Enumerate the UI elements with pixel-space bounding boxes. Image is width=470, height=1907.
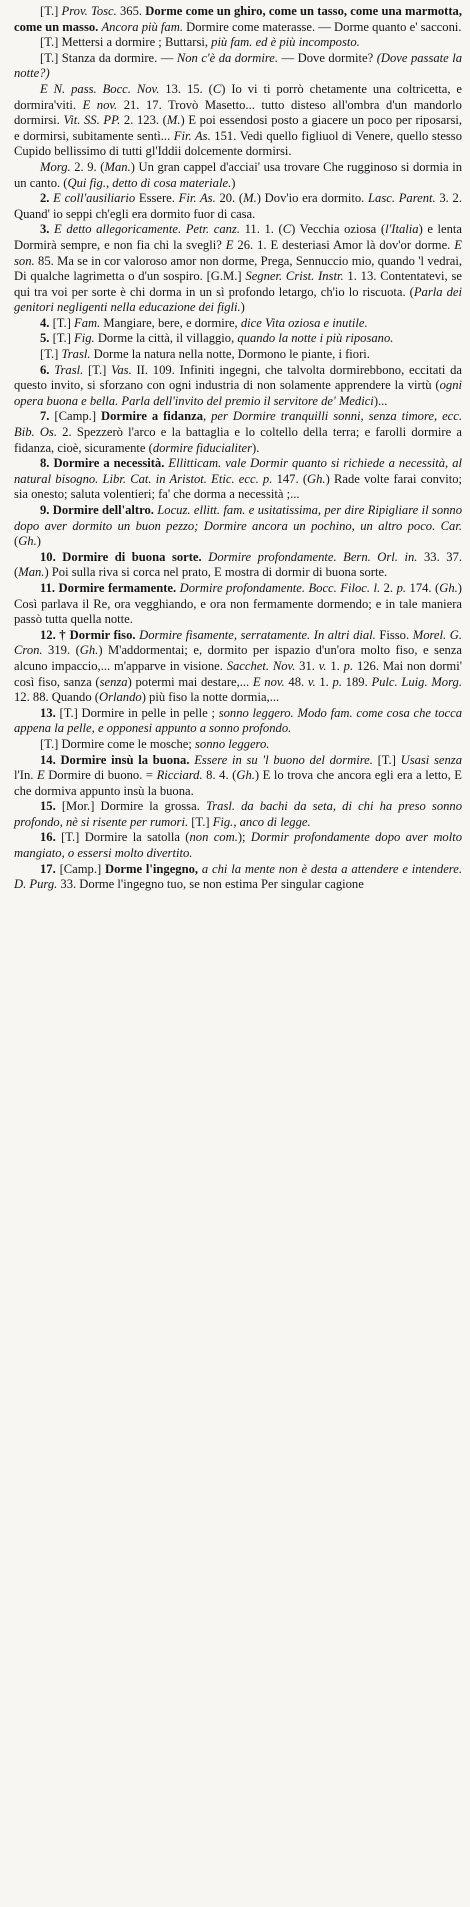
- italic-text: Qui fig., detto di cosa materiale.: [67, 175, 232, 190]
- italic-text: Fig., anco di legge.: [212, 814, 311, 829]
- text-run: (: [14, 534, 19, 549]
- entry-paragraph: [14, 222, 462, 316]
- text-run: 2. 9. (: [70, 159, 105, 174]
- text-run: 26. 1. E desteriasi Amor là dov'or dorme.: [233, 237, 455, 252]
- text-run: 85. Ma se in cor valoroso amor non dorme, Prega, Sennuccio mio, quando 'l vedrai, Di qualche lagrimetta o d'un sospiro. [G.M.]: [14, 253, 462, 284]
- text-run: [T.] Stanza da dormire. —: [40, 50, 177, 65]
- text-run: 33. 37. (: [14, 549, 463, 580]
- entry-paragraph: [14, 4, 462, 35]
- entry-paragraph: [14, 363, 462, 410]
- italic-text: C: [282, 222, 292, 237]
- italic-text: M.: [243, 191, 257, 206]
- text-run: 1.: [315, 674, 333, 689]
- italic-text: M.: [166, 113, 181, 128]
- italic-text: Segner. Crist. Instr.: [245, 269, 344, 284]
- italic-text: senza: [99, 674, 128, 689]
- text-run: 1. 13. Contentatevi, se qui tra voi per sorte è chi dorma in un sì profondo letargo, ch'io lo riscuota. (: [14, 269, 462, 299]
- italic-text: Vit. SS. PP.: [63, 113, 121, 128]
- italic-text: E nov.: [82, 97, 118, 112]
- italic-text: Morel. G. Cron.: [14, 627, 462, 658]
- text-run: ) E lo trova che ancora egli era a letto, E che dormiva appunto insù la buona.: [14, 768, 462, 798]
- italic-text: Gh.: [79, 643, 99, 658]
- entry-paragraph: [14, 51, 462, 82]
- text-run: [T.] Dormire in pelle in pelle ;: [59, 705, 219, 720]
- bold-text: 4.: [40, 315, 53, 330]
- italic-text: E: [225, 237, 234, 252]
- text-run: );: [237, 830, 251, 845]
- italic-text: Fir. As.: [178, 191, 216, 206]
- text-run: ).: [252, 440, 260, 455]
- text-run: 12. 88. Quando (: [14, 690, 99, 705]
- italic-text: Fir. As.: [173, 128, 211, 143]
- italic-text: Trasl. da bachi da seta, di chi ha preso sonno profondo, nè si risente per rumori.: [14, 799, 463, 829]
- text-run: Dorme la natura nella notte, Dormono le piante, i fiori.: [90, 347, 370, 362]
- entry-paragraph: [14, 753, 462, 800]
- bold-text: 15.: [40, 799, 62, 814]
- entry-paragraph: [14, 160, 462, 191]
- italic-text: Dormire profondamente. Bern. Orl. in.: [208, 549, 418, 564]
- text-run: 1.: [326, 658, 344, 673]
- bold-text: Dormire fermamente.: [58, 580, 177, 595]
- italic-text: C: [212, 81, 222, 96]
- entry-paragraph: [14, 456, 462, 503]
- italic-text: Dormir profondamente dopo aver molto mangiato, o essersi molto divertito.: [14, 830, 463, 861]
- bold-text: 3.: [40, 222, 55, 237]
- text-run: ) Così parlava il Re, ora vegghiando, e ora non fermamente dormendo; e in tale maniera passò tutta quella notte.: [14, 580, 462, 627]
- text-run: )...: [373, 393, 388, 408]
- text-run: [T.] Mettersi a dormire ; Buttarsi,: [40, 35, 212, 50]
- bold-text: Dormire insù la buona.: [60, 752, 190, 767]
- italic-text: Bocc. Nov.: [102, 81, 160, 96]
- bold-text: Dormir fiso.: [69, 627, 136, 642]
- text-run: Essere.: [135, 191, 179, 206]
- bold-text: Dormire di buona sorte.: [62, 549, 202, 564]
- italic-text: E: [36, 768, 45, 783]
- bold-text: Dormire dell'altro.: [52, 503, 154, 517]
- text-run: Dorme la città, il villaggio,: [94, 331, 238, 346]
- italic-text: Ricciard.: [156, 768, 203, 783]
- italic-text: E detto allegoricamente.: [54, 222, 182, 237]
- italic-text: dormire fiducialiter: [152, 440, 253, 455]
- bold-text: 12. †: [40, 627, 70, 642]
- text-run: ) Vecchia oziosa (: [291, 222, 386, 237]
- italic-text: E nov.: [252, 674, 285, 689]
- text-run: 11. 1. (: [239, 222, 283, 237]
- italic-text: p.: [396, 580, 407, 595]
- text-run: 2. Spezzerò l'arco e la battaglia e lo coltello della terra; e farolli dormire a fidanza, cioè, sicuramente (: [14, 425, 462, 455]
- text-run: ) Poi sulla riva si corca nel prato, E mostra di dormir di buona sorte.: [44, 565, 388, 580]
- italic-text: Trasl.: [54, 362, 84, 377]
- text-run: II. 109. Infiniti ingegni, che talvolta dormirebbono, eccitati da questo invito, si sforzano con ogni industria di non solamente apprendere la virtù (: [14, 362, 463, 393]
- text-run: 8. 4. (: [202, 768, 237, 783]
- text-run: Mangiare, bere, e dormire,: [100, 315, 241, 330]
- text-run: [T.]: [40, 347, 62, 362]
- italic-text: Fam.: [74, 315, 101, 330]
- text-run: Fisso.: [375, 627, 413, 642]
- entry-paragraph: [14, 799, 462, 830]
- italic-text: più fam. ed è più incomposto.: [211, 35, 360, 50]
- text-run: 126. Mai non dormi' così fiso, sanza (: [14, 658, 462, 689]
- italic-text: v.: [307, 674, 316, 689]
- italic-text: Essere in su 'l buono del dormire.: [194, 752, 373, 767]
- bold-text: 8.: [40, 456, 54, 471]
- entry-paragraph: [14, 503, 462, 550]
- italic-text: Gh.: [307, 471, 326, 486]
- text-run: 189.: [341, 674, 372, 689]
- text-run: [T.]: [52, 331, 75, 346]
- text-run: [T.] Dormire la satolla (: [61, 830, 190, 845]
- text-run: ) E poi essendosi posto a giacere un poco per riposarsi, e dormirsi, subitamente sentì...: [14, 113, 462, 143]
- text-run: ): [231, 175, 236, 190]
- text-run: [T.]: [40, 4, 62, 18]
- bold-text: 14.: [40, 752, 61, 767]
- text-run: Dormire di buono. =: [44, 768, 157, 783]
- text-run: 2.: [380, 580, 397, 595]
- text-run: ): [36, 534, 41, 549]
- entry-paragraph: [14, 331, 462, 347]
- text-run: ) Un gran cappel d'acciai' usa trovare Che rugginoso si dormia in un canto. (: [14, 159, 462, 190]
- italic-text: Orlando: [99, 690, 142, 705]
- italic-text: l'Italia: [385, 222, 419, 237]
- text-run: 33. Dorme l'ingegno tuo, se non estima Per singular cagione: [57, 877, 364, 892]
- bold-text: Dorme l'ingegno,: [105, 861, 199, 876]
- text-run: 319. (: [42, 643, 80, 658]
- italic-text: Lasc. Parent.: [368, 191, 436, 206]
- entry-paragraph: [14, 191, 462, 222]
- italic-text: Vas.: [111, 362, 132, 377]
- text-run: 21. 17. Trovò Masetto... tutto disteso all'ombra d'un mandorlo dormirsi.: [14, 97, 462, 128]
- text-run: [Camp.]: [59, 861, 106, 876]
- text-run: ): [240, 300, 245, 315]
- italic-text: Morg.: [40, 159, 71, 174]
- bold-text: 10.: [40, 549, 63, 564]
- italic-text: E coll'ausiliario: [53, 191, 136, 206]
- text-run: 13. 15. (: [159, 81, 213, 96]
- text-run: [T.]: [188, 814, 213, 829]
- italic-text: Gh.: [18, 534, 37, 549]
- italic-text: (Dove passate la notte?): [14, 50, 463, 81]
- entry-paragraph: [14, 737, 462, 753]
- italic-text: Gh.: [236, 768, 255, 783]
- italic-text: p.: [332, 674, 342, 689]
- italic-text: p.: [343, 658, 354, 673]
- text-run: [Mor.] Dormire la grossa.: [61, 799, 206, 814]
- entry-paragraph: [14, 316, 462, 332]
- italic-text: Dormire profondamente. Bocc. Filoc. l.: [179, 580, 381, 595]
- bold-text: 11.: [40, 580, 59, 595]
- italic-text: dice Vita oziosa e inutile.: [240, 315, 368, 330]
- entry-paragraph: [14, 347, 462, 363]
- italic-text: Ancora più fam.: [101, 19, 183, 34]
- text-run: [T.] Dormire come le mosche;: [40, 736, 196, 751]
- italic-text: sonno leggero.: [195, 736, 270, 751]
- text-run: 151. Vedi quello figliuol di Venere, quello stesso Cupido bellissimo di tutti gl'Iddii dolcemente dormirsi.: [14, 128, 463, 159]
- bold-text: Dorme come un ghiro, come un tasso, come una marmotta, come un masso.: [14, 4, 462, 34]
- bold-text: 2.: [40, 191, 54, 206]
- text-run: ) più fiso la notte dormia,...: [141, 690, 280, 705]
- text-run: [T.]: [83, 362, 112, 377]
- text-run: 20. (: [215, 191, 244, 206]
- italic-text: v.: [318, 658, 327, 673]
- text-run: ) M'addormentai; e, dormito per ispazio d'un'ora molto fiso, e senza alcuno impaccio,... m'apparve in visione.: [14, 643, 463, 673]
- text-run: l'In.: [14, 768, 37, 783]
- italic-text: Man.: [18, 565, 45, 580]
- text-run: 3. 2. Quand' io seppi ch'egli era dormito fuor di casa.: [14, 191, 462, 221]
- italic-text: Gh.: [439, 580, 458, 595]
- bold-text: 7.: [40, 409, 55, 424]
- italic-text: E N. pass.: [40, 81, 97, 96]
- italic-text: Fig.: [74, 331, 95, 346]
- entry-paragraph: [14, 862, 462, 893]
- italic-text: Parla dei genitori negligenti nella educazione dei figli.: [14, 284, 462, 315]
- bold-text: Dormire a necessità.: [53, 456, 165, 471]
- italic-text: Usasi senza: [400, 752, 462, 767]
- italic-text: Locuz. ellitt. fam. e usitatissima, per dire Ripigliare il sonno dopo aver dormito un buon pezzo; Dormire ancora un pochino, un altro poco. Car.: [14, 503, 463, 533]
- entry-paragraph: [14, 581, 462, 628]
- italic-text: Man.: [104, 159, 131, 174]
- italic-text: Pulc. Luig. Morg.: [371, 674, 462, 689]
- italic-text: sonno leggero. Modo fam. come cosa che tocca appena la pelle, e opponesi appunto a sonno profondo.: [14, 705, 462, 736]
- italic-text: Petr. canz.: [185, 222, 240, 237]
- text-run: 147. (: [272, 471, 308, 486]
- text-run: [Camp.]: [54, 409, 101, 424]
- italic-text: ogni opera buona e bella. Parla dell'invito del premio il servitore de' Medici: [14, 378, 462, 408]
- text-run: 31.: [295, 658, 319, 673]
- entry-paragraph: [14, 628, 462, 706]
- text-run: ) Io vi ti porrò chetamente una coltricetta, e dormira'viti.: [14, 81, 463, 112]
- bold-text: 16.: [40, 830, 62, 845]
- text-run: [T.]: [52, 315, 75, 330]
- italic-text: quando la notte i più riposano.: [237, 331, 394, 346]
- bold-text: 9.: [40, 503, 53, 517]
- italic-text: non com.: [189, 830, 238, 845]
- entry-paragraph: [14, 550, 462, 581]
- italic-text: Prov. Tosc.: [61, 4, 117, 18]
- text-run: ) Dov'io era dormito.: [256, 191, 369, 206]
- italic-text: E son.: [14, 237, 462, 268]
- text-run: 48.: [284, 674, 308, 689]
- text-run: 2. 123. (: [120, 113, 167, 128]
- text-run: ) e lenta Dormirà sempre, e non fia chi la svegli?: [14, 222, 463, 252]
- italic-text: Ellitticam. vale Dormir quanto si richiede a necessità, al natural bisogno. Libr. Cat. in Aristot. Etic. ecc. p.: [14, 456, 462, 486]
- italic-text: per Dormire tranquilli sonni, senza timore, ecc. Bib. Os.: [14, 409, 463, 440]
- text-run: [T.]: [372, 752, 401, 767]
- italic-text: Dormire fisamente, serratamente. In altri dial.: [139, 627, 376, 642]
- entry-paragraph: [14, 830, 462, 861]
- bold-text: 17.: [40, 861, 60, 876]
- text-run: Dormire come materasse. — Dorme quanto e' sacconi.: [182, 19, 462, 34]
- text-run: ,: [203, 409, 212, 424]
- italic-text: Non c'è da dormire.: [176, 50, 279, 65]
- italic-text: a chi la mente non è desta a attendere e intendere. D. Purg.: [14, 861, 462, 892]
- text-run: ) potermi mai destare,...: [127, 674, 253, 689]
- text-run: — Dove dormite?: [278, 50, 377, 65]
- entry-paragraph: [14, 82, 462, 160]
- entry-paragraph: [14, 706, 462, 737]
- italic-text: Trasl.: [61, 347, 91, 362]
- bold-text: 5.: [40, 331, 53, 346]
- entry-paragraph: [14, 409, 462, 456]
- bold-text: Dormire a fidanza: [100, 409, 203, 424]
- entry-paragraph: [14, 35, 462, 51]
- bold-text: 13.: [40, 705, 60, 720]
- text-run: 174. (: [406, 580, 440, 595]
- text-run: 365.: [116, 4, 146, 18]
- bold-text: 6.: [40, 362, 55, 377]
- italic-text: Sacchet. Nov.: [226, 658, 296, 673]
- text-run: ) Rade volte farai convito; sia onesto; saluta volentieri; fa' che dorma a necessità ;...: [14, 471, 462, 502]
